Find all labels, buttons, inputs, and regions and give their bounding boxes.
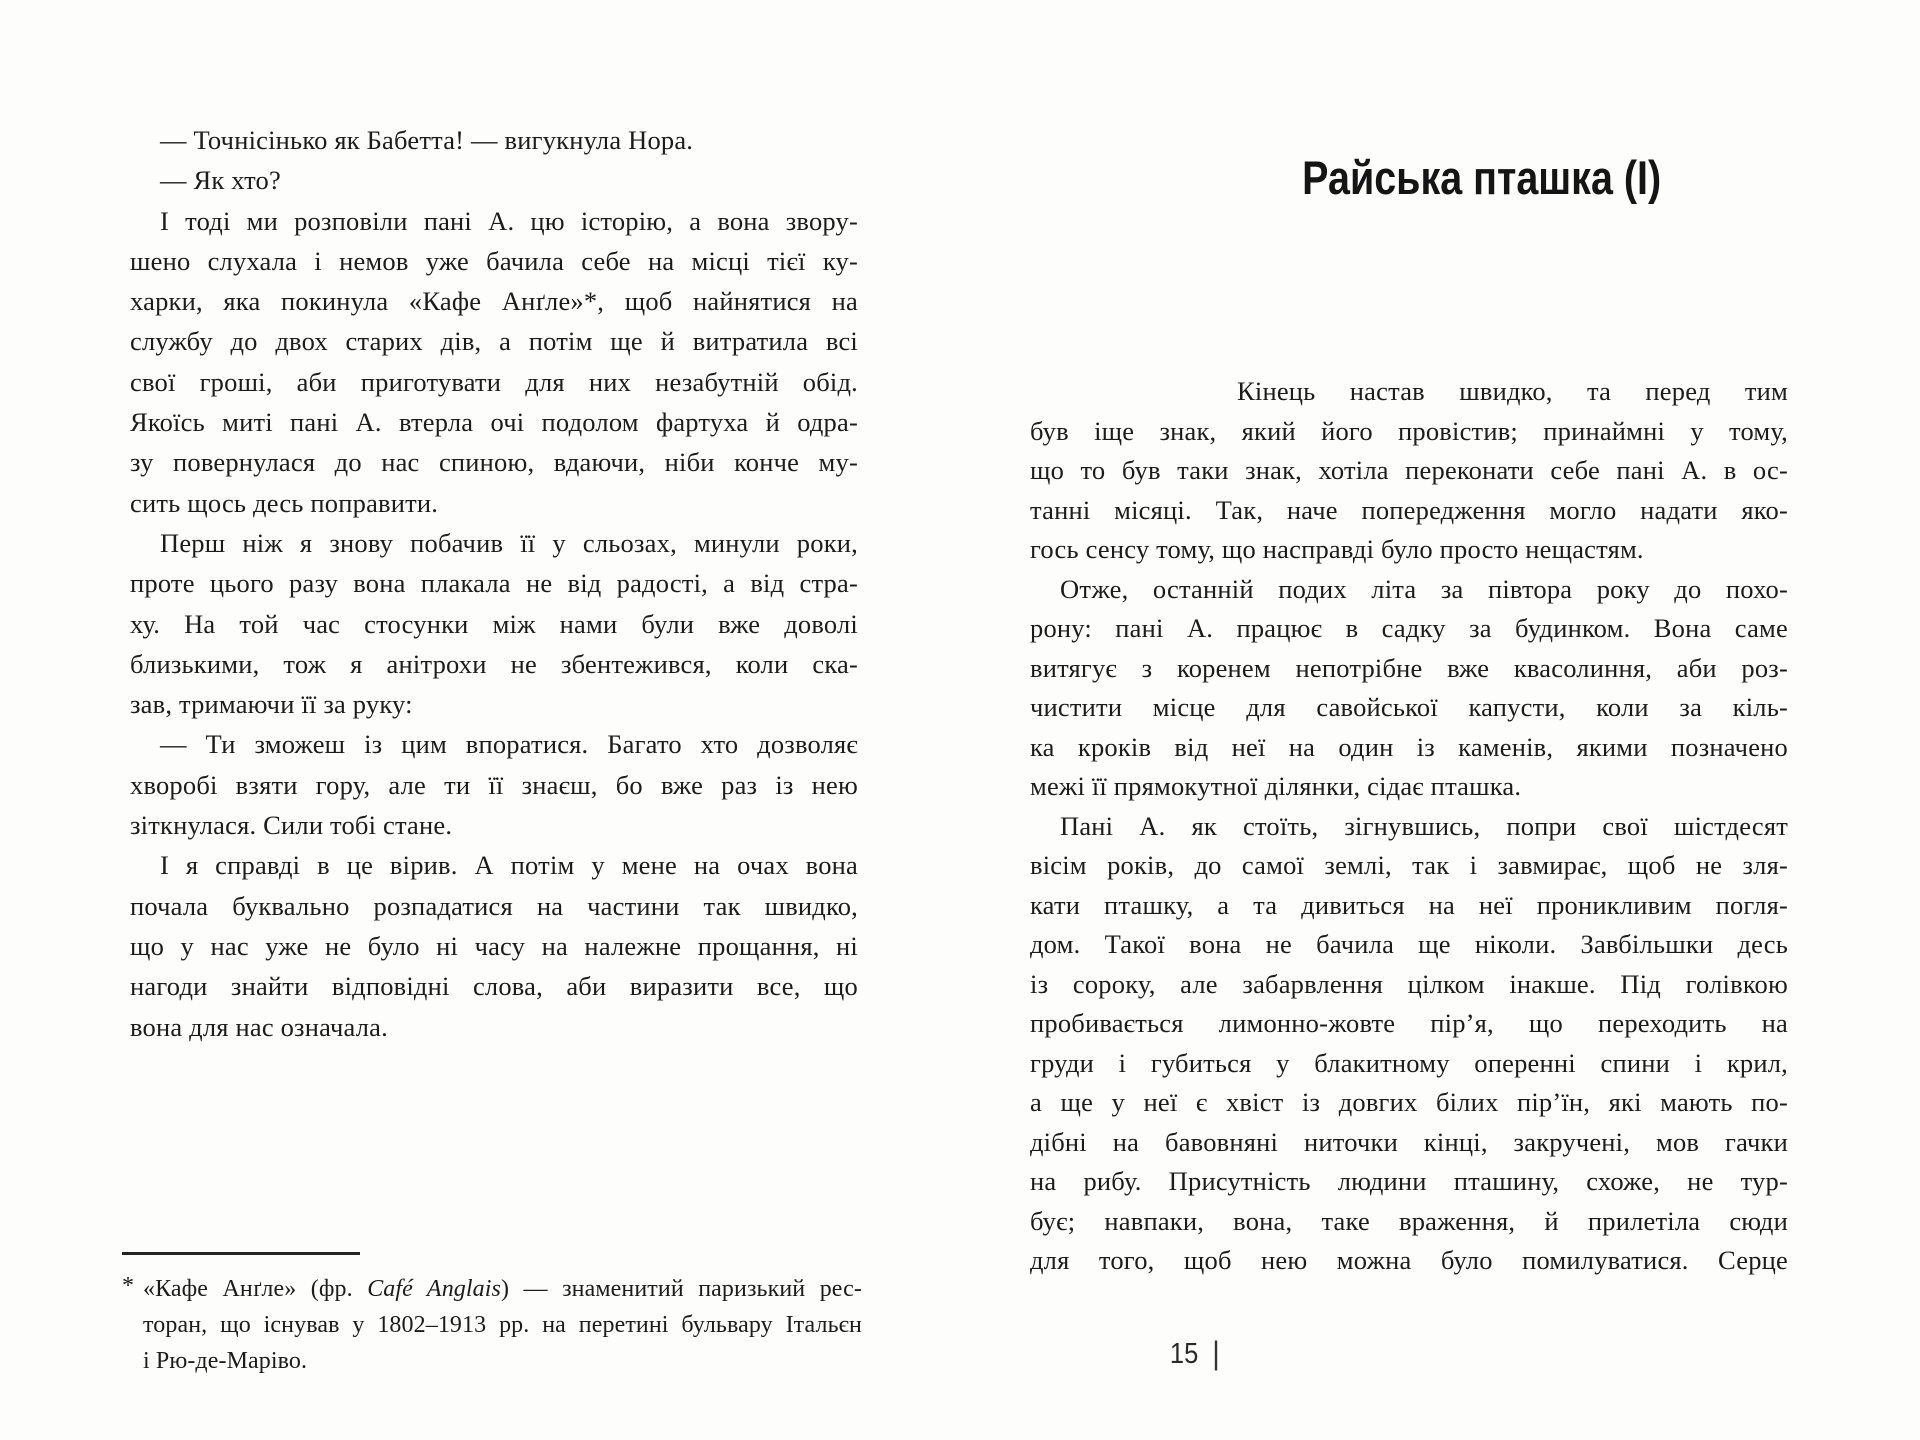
text-line: бує; навпаки, вона, таке враження, й прилетіла сюди <box>1030 1205 1788 1236</box>
text-line: для того, щоб нею можна було помилуватися. Серце <box>1030 1245 1788 1275</box>
text-line: чистити місце для савойської капусти, коли за кіль- <box>1030 692 1788 722</box>
page-number-value: 15 <box>1169 1338 1199 1370</box>
text-line: ка кроків від неї на один із каменів, якими позначено <box>1030 731 1788 762</box>
text-line: межі її прямокутної ділянки, сідає пташка. <box>1030 771 1522 801</box>
chapter-title <box>1030 150 1862 205</box>
text-line: рону: пані А. працює в садку за будинком. Вона саме <box>1030 613 1788 643</box>
text-line: ху. На той час стосунки між нами були вже доволі <box>130 608 858 639</box>
text-line: гось сенсу тому, що насправді було просто нещастям. <box>1030 534 1644 564</box>
text-line: груди і губиться у блакитному оперенні спини і крил, <box>1030 1047 1788 1078</box>
right-page-text <box>1030 372 1788 1281</box>
text-line: дом. Такої вона не бачила ще ніколи. Завбільшки десь <box>1030 929 1788 959</box>
text-line: що у нас уже не було ні часу на належне прощання, ні <box>130 930 858 961</box>
text-line: витягує з коренем непотрібне вже квасолиння, аби роз- <box>1030 652 1788 683</box>
text-line: І тоді ми розповіли пані А. цю історію, а вона звору- <box>160 205 858 236</box>
page-number-bar: | <box>1212 1336 1220 1372</box>
text-line: вона для нас означала. <box>130 1011 388 1042</box>
text-line: був іще знак, який його провістив; принаймні у тому, <box>1030 415 1788 446</box>
text-line: І я справді в це вірив. А потім у мене на очах вона <box>160 850 858 881</box>
text-line: почала буквально розпадатися на частини так швидко, <box>130 890 858 921</box>
text-line: Отже, останній подих літа за півтора року до похо- <box>1060 573 1788 604</box>
footnote-text-segment: «Кафе Анґле» (фр. <box>143 1276 368 1302</box>
chapter-title-text: Райська пташка (І) <box>1302 151 1662 204</box>
right-page <box>960 0 1920 1440</box>
text-line: кати пташку, а та дивиться на неї проникливим погля- <box>1030 889 1788 920</box>
footnote-line <box>122 1271 862 1307</box>
text-line: на рибу. Присутність людини пташину, схоже, не тур- <box>1030 1166 1788 1196</box>
text-line: — Точнісінько як Бабетта! — вигукнула Нора. <box>160 125 694 155</box>
text-line: — Як хто? <box>160 165 281 196</box>
text-line: Кінець настав швидко, та перед тим <box>1237 376 1788 406</box>
text-line: близькими, тож я анітрохи не збентежився, коли ска- <box>130 648 858 679</box>
footnote-line: і Рю-де-Маріво. <box>143 1348 308 1374</box>
text-line: танні місяці. Так, наче попередження могло надати яко- <box>1030 494 1788 525</box>
text-line: сить щось десь поправити. <box>130 487 439 518</box>
text-line: нагоди знайти відповідні слова, аби виразити все, що <box>130 971 858 1002</box>
text-line: а ще у неї є хвіст із довгих білих пір’їн, які мають по- <box>1030 1087 1788 1117</box>
text-line: харки, яка покинула «Кафе Анґле»*, щоб найнятися на <box>130 286 858 317</box>
text-line: службу до двох старих дів, а потім ще й витратила всі <box>130 326 858 357</box>
text-line: зіткнулася. Сили тобі стане. <box>130 810 453 841</box>
footnote-marker: * <box>122 1273 135 1299</box>
text-line: дібні на бавовняні ниточки кінці, закручені, мов гачки <box>1030 1126 1788 1157</box>
page-number <box>1168 1338 1220 1371</box>
text-line: Пані А. як стоїть, зігнувшись, попри свої шістдесят <box>1060 810 1788 841</box>
text-line: зав, тримаючи її за руку: <box>130 689 413 720</box>
footnote <box>122 1271 862 1379</box>
footnote-line: торан, що існував у 1802–1913 рр. на перетині бульвару Італьєн <box>143 1312 862 1338</box>
text-line: свої гроші, аби приготувати для них незабутній обід. <box>130 366 858 397</box>
footnote-text-segment: ) — знаменитий паризький рес- <box>500 1276 862 1302</box>
text-line: зу повернулася до нас спиною, вдаючи, ніби конче му- <box>130 447 858 478</box>
text-line: із сороку, але забарвлення цілком інакше. Під голівкою <box>1030 968 1788 999</box>
text-line: проте цього разу вона плакала не від радості, а від стра- <box>130 568 858 599</box>
text-line: вісім років, до самої землі, так і завмирає, щоб не зля- <box>1030 850 1788 880</box>
text-line: хворобі взяти гору, але ти її знаєш, бо вже раз із нею <box>130 769 858 800</box>
text-line: пробивається лимонно-жовте пір’я, що переходить на <box>1030 1008 1788 1038</box>
text-line: — Ти зможеш із цим впоратися. Багато хто дозволяє <box>160 729 858 760</box>
text-line: шено слухала і немов уже бачила себе на місці тієї ку- <box>130 245 858 276</box>
left-page-text <box>130 120 858 1047</box>
footnote-separator <box>122 1252 360 1255</box>
text-line: Якоїсь миті пані А. втерла очі подолом фартуха й одра- <box>130 407 858 438</box>
text-line: що то був таки знак, хотіла переконати себе пані А. в ос- <box>1030 455 1788 485</box>
footnote-italic-segment: Café Anglais <box>367 1276 501 1302</box>
text-line: Перш ніж я знову побачив її у сльозах, минули роки, <box>160 527 858 558</box>
